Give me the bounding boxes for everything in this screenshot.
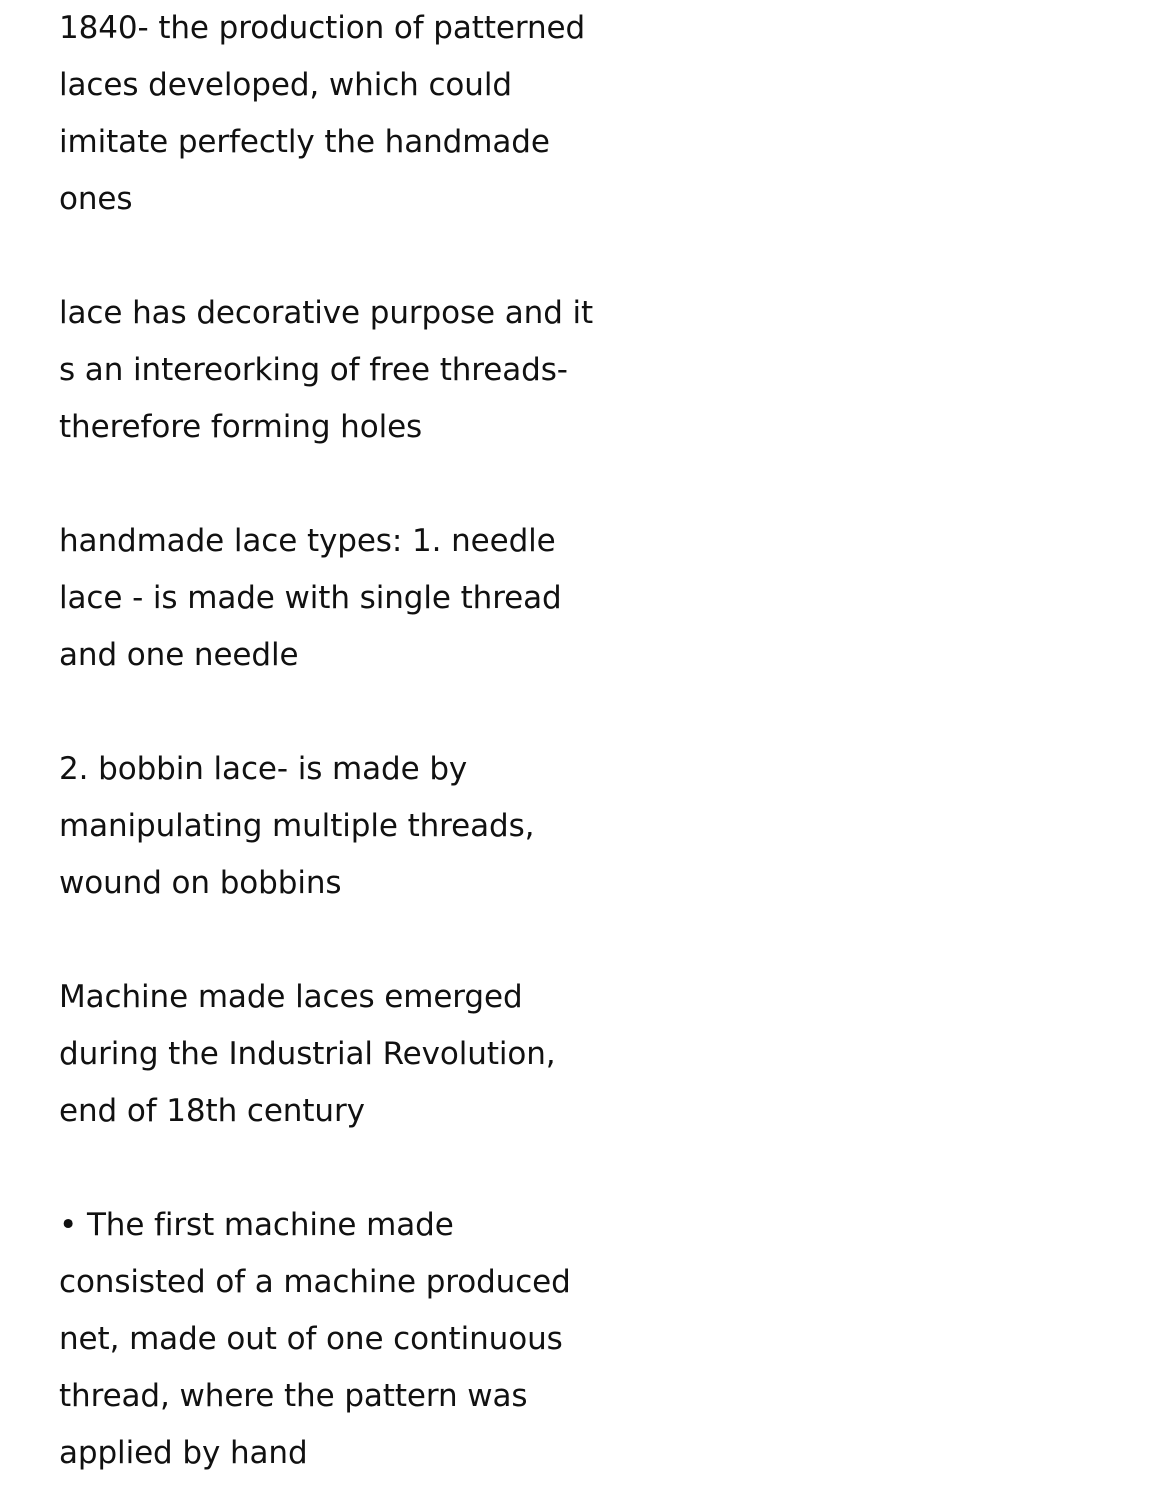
paragraph-gap — [59, 684, 619, 741]
text-line: 2. bobbin lace- is made by — [59, 751, 468, 787]
text-line: manipulating multiple threads, — [59, 808, 535, 844]
text-line: during the Industrial Revolution, — [59, 1036, 556, 1072]
paragraph-gap — [59, 228, 619, 285]
text-line: net, made out of one continuous — [59, 1321, 563, 1357]
paragraph-patterned-laces-1840 — [59, 0, 619, 228]
paragraph-gap — [59, 912, 619, 969]
text-line: handmade lace types: 1. needle — [59, 523, 556, 559]
text-line: • The first machine made — [59, 1207, 454, 1243]
paragraph-gap — [59, 1140, 619, 1197]
paragraph-first-machine-lace — [59, 1197, 619, 1482]
text-line: Machine made laces emerged — [59, 979, 523, 1015]
paragraph-lace-definition — [59, 285, 619, 456]
lace-notes — [59, 0, 619, 1482]
paragraph-needle-lace — [59, 513, 619, 684]
text-line: 1840- the production of patterned — [59, 10, 586, 46]
text-line: imitate perfectly the handmade — [59, 124, 550, 160]
paragraph-gap — [59, 456, 619, 513]
text-line: applied by hand — [59, 1435, 308, 1471]
paragraph-machine-made-laces — [59, 969, 619, 1140]
text-line: lace - is made with single thread — [59, 580, 562, 616]
text-line: ones — [59, 181, 133, 217]
text-line: thread, where the pattern was — [59, 1378, 528, 1414]
text-line: and one needle — [59, 637, 299, 673]
text-line: wound on bobbins — [59, 865, 342, 901]
text-line: lace has decorative purpose and it — [59, 295, 594, 331]
text-line: consisted of a machine produced — [59, 1264, 571, 1300]
text-line: therefore forming holes — [59, 409, 423, 445]
text-line: s an intereorking of free threads- — [59, 352, 568, 388]
text-line: laces developed, which could — [59, 67, 512, 103]
text-line: end of 18th century — [59, 1093, 365, 1129]
paragraph-bobbin-lace — [59, 741, 619, 912]
